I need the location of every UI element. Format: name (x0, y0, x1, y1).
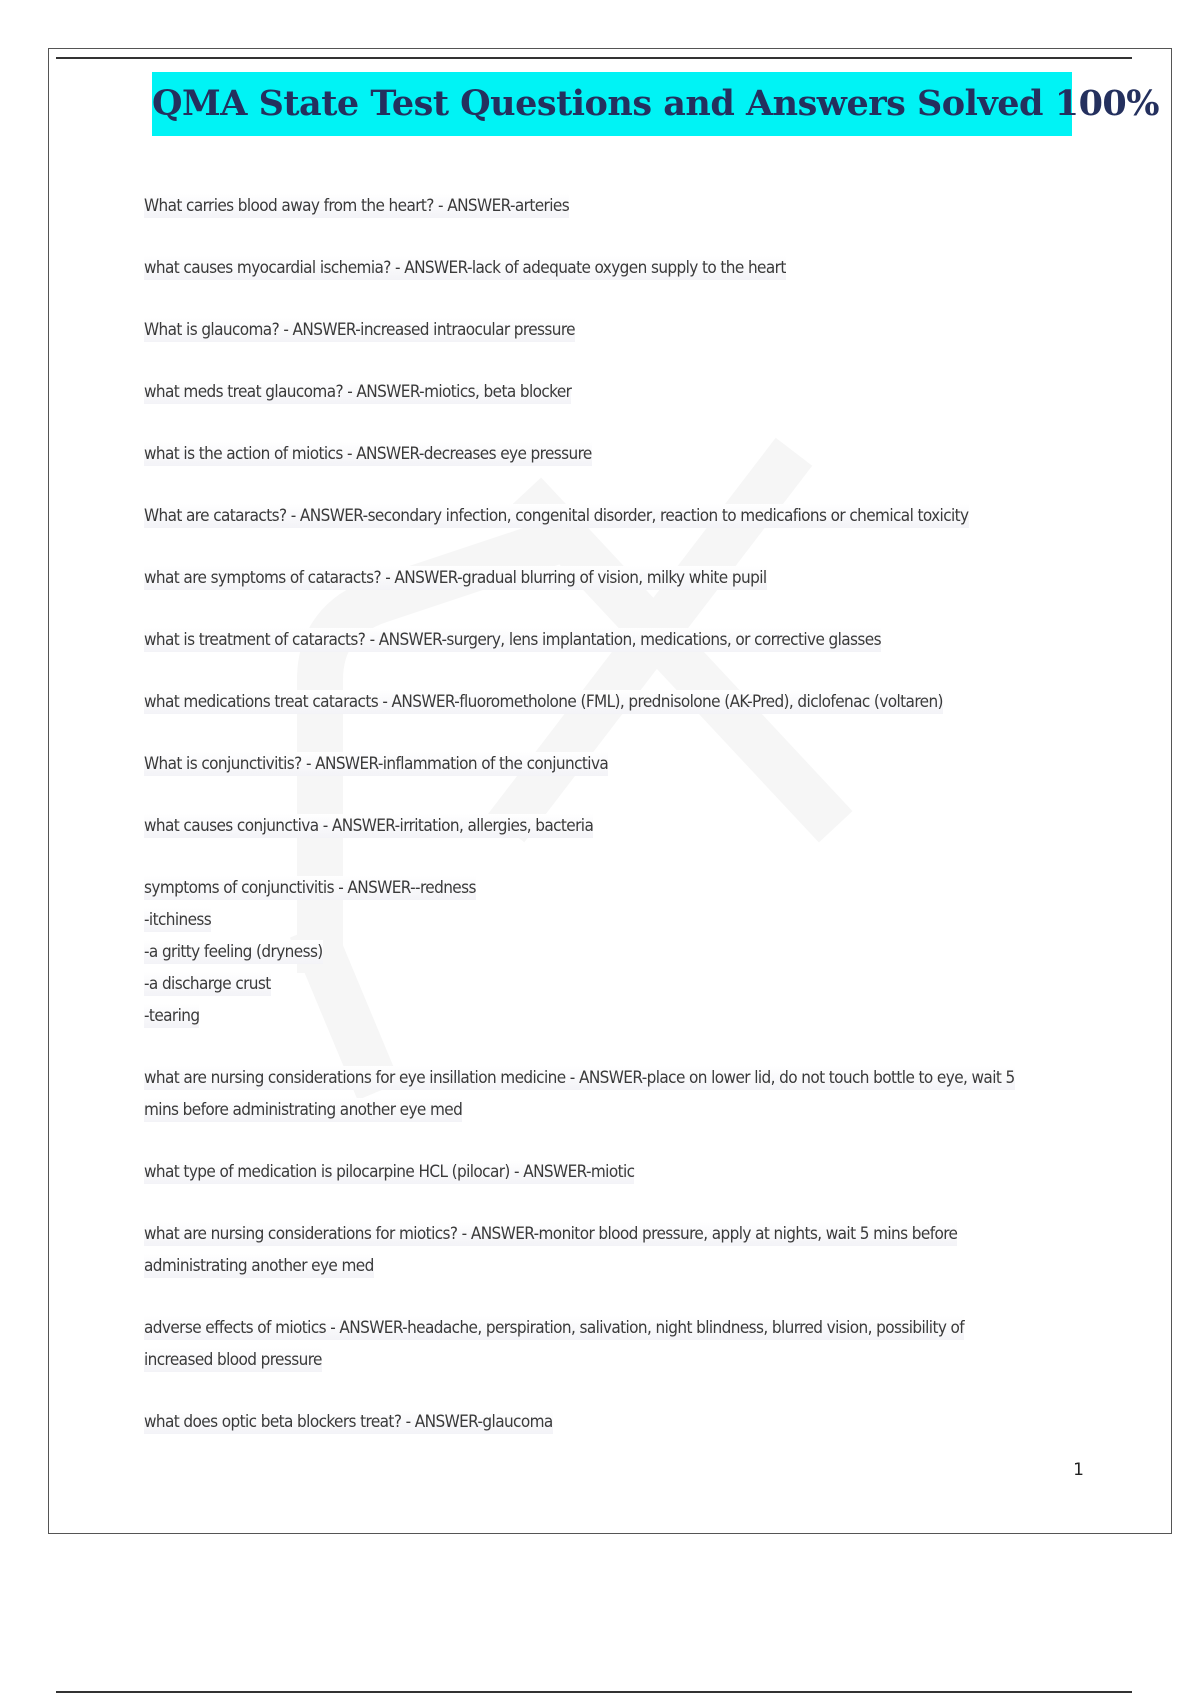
qa-list (144, 190, 1084, 1468)
qa-item (144, 1312, 1084, 1376)
qa-text: what causes conjunctiva - ANSWER-irritation, allergies, bacteria (144, 816, 594, 836)
qa-text: increased blood pressure (144, 1350, 322, 1370)
qa-line (144, 314, 1084, 346)
qa-item (144, 314, 1084, 346)
qa-item (144, 1156, 1084, 1188)
qa-item (144, 562, 1084, 594)
qa-line (144, 500, 1084, 532)
qa-line (144, 190, 1084, 222)
qa-text: what medications treat cataracts - ANSWER-fluorometholone (FML), prednisolone (AK-Pred), diclofenac (voltaren) (144, 692, 943, 712)
qa-item (144, 500, 1084, 532)
qa-line (144, 1156, 1084, 1188)
qa-item (144, 810, 1084, 842)
qa-text: what meds treat glaucoma? - ANSWER-miotics, beta blocker (144, 382, 572, 402)
qa-text: administrating another eye med (144, 1256, 374, 1276)
qa-line (144, 1062, 1084, 1094)
qa-line (144, 936, 1084, 968)
qa-text: What are cataracts? - ANSWER-secondary infection, congenital disorder, reaction to medicafions or chemical toxicity (144, 506, 969, 526)
qa-line (144, 904, 1084, 936)
qa-text: -tearing (144, 1006, 200, 1026)
page-number: 1 (1073, 1460, 1084, 1480)
qa-item (144, 748, 1084, 780)
qa-text: -a gritty feeling (dryness) (144, 942, 323, 962)
qa-line (144, 872, 1084, 904)
document-title: QMA State Test Questions and Answers Solved 100% (152, 83, 1160, 124)
qa-text: symptoms of conjunctivitis - ANSWER--redness (144, 878, 476, 898)
qa-text: mins before administrating another eye med (144, 1100, 463, 1120)
qa-item (144, 1218, 1084, 1282)
qa-item (144, 376, 1084, 408)
qa-line (144, 1218, 1084, 1250)
qa-line (144, 686, 1084, 718)
qa-line (144, 1094, 1084, 1126)
qa-text: -itchiness (144, 910, 212, 930)
qa-item (144, 872, 1084, 1032)
qa-item (144, 624, 1084, 656)
qa-item (144, 1062, 1084, 1126)
qa-line (144, 438, 1084, 470)
qa-line (144, 252, 1084, 284)
qa-text: What is conjunctivitis? - ANSWER-inflammation of the conjunctiva (144, 754, 609, 774)
qa-text: what are nursing considerations for eye insillation medicine - ANSWER-place on lower lid, do not touch bottle to eye, wait 5 (144, 1068, 1015, 1088)
qa-line (144, 1312, 1084, 1344)
qa-line (144, 562, 1084, 594)
qa-text: what type of medication is pilocarpine HCL (pilocar) - ANSWER-miotic (144, 1162, 635, 1182)
qa-item (144, 686, 1084, 718)
qa-text: What carries blood away from the heart? - ANSWER-arteries (144, 196, 570, 216)
qa-item (144, 252, 1084, 284)
qa-line (144, 968, 1084, 1000)
qa-text: adverse effects of miotics - ANSWER-headache, perspiration, salivation, night blindness, blurred vision, possibility of (144, 1318, 965, 1338)
qa-item (144, 1406, 1084, 1438)
qa-line (144, 748, 1084, 780)
qa-line (144, 376, 1084, 408)
qa-item (144, 438, 1084, 470)
bottom-rule (56, 1691, 1132, 1693)
qa-line (144, 624, 1084, 656)
qa-text: what does optic beta blockers treat? - ANSWER-glaucoma (144, 1412, 553, 1432)
qa-text: What is glaucoma? - ANSWER-increased intraocular pressure (144, 320, 575, 340)
qa-text: what is the action of miotics - ANSWER-decreases eye pressure (144, 444, 592, 464)
qa-text: what is treatment of cataracts? - ANSWER-surgery, lens implantation, medications, or corrective glasses (144, 630, 881, 650)
qa-text: what are nursing considerations for miotics? - ANSWER-monitor blood pressure, apply at nights, wait 5 mins before (144, 1224, 958, 1244)
qa-line (144, 1000, 1084, 1032)
qa-text: -a discharge crust (144, 974, 271, 994)
qa-item (144, 190, 1084, 222)
qa-line (144, 1344, 1084, 1376)
qa-text: what are symptoms of cataracts? - ANSWER-gradual blurring of vision, milky white pupil (144, 568, 767, 588)
qa-text: what causes myocardial ischemia? - ANSWER-lack of adequate oxygen supply to the heart (144, 258, 786, 278)
qa-line (144, 810, 1084, 842)
qa-line (144, 1250, 1084, 1282)
qa-line (144, 1406, 1084, 1438)
